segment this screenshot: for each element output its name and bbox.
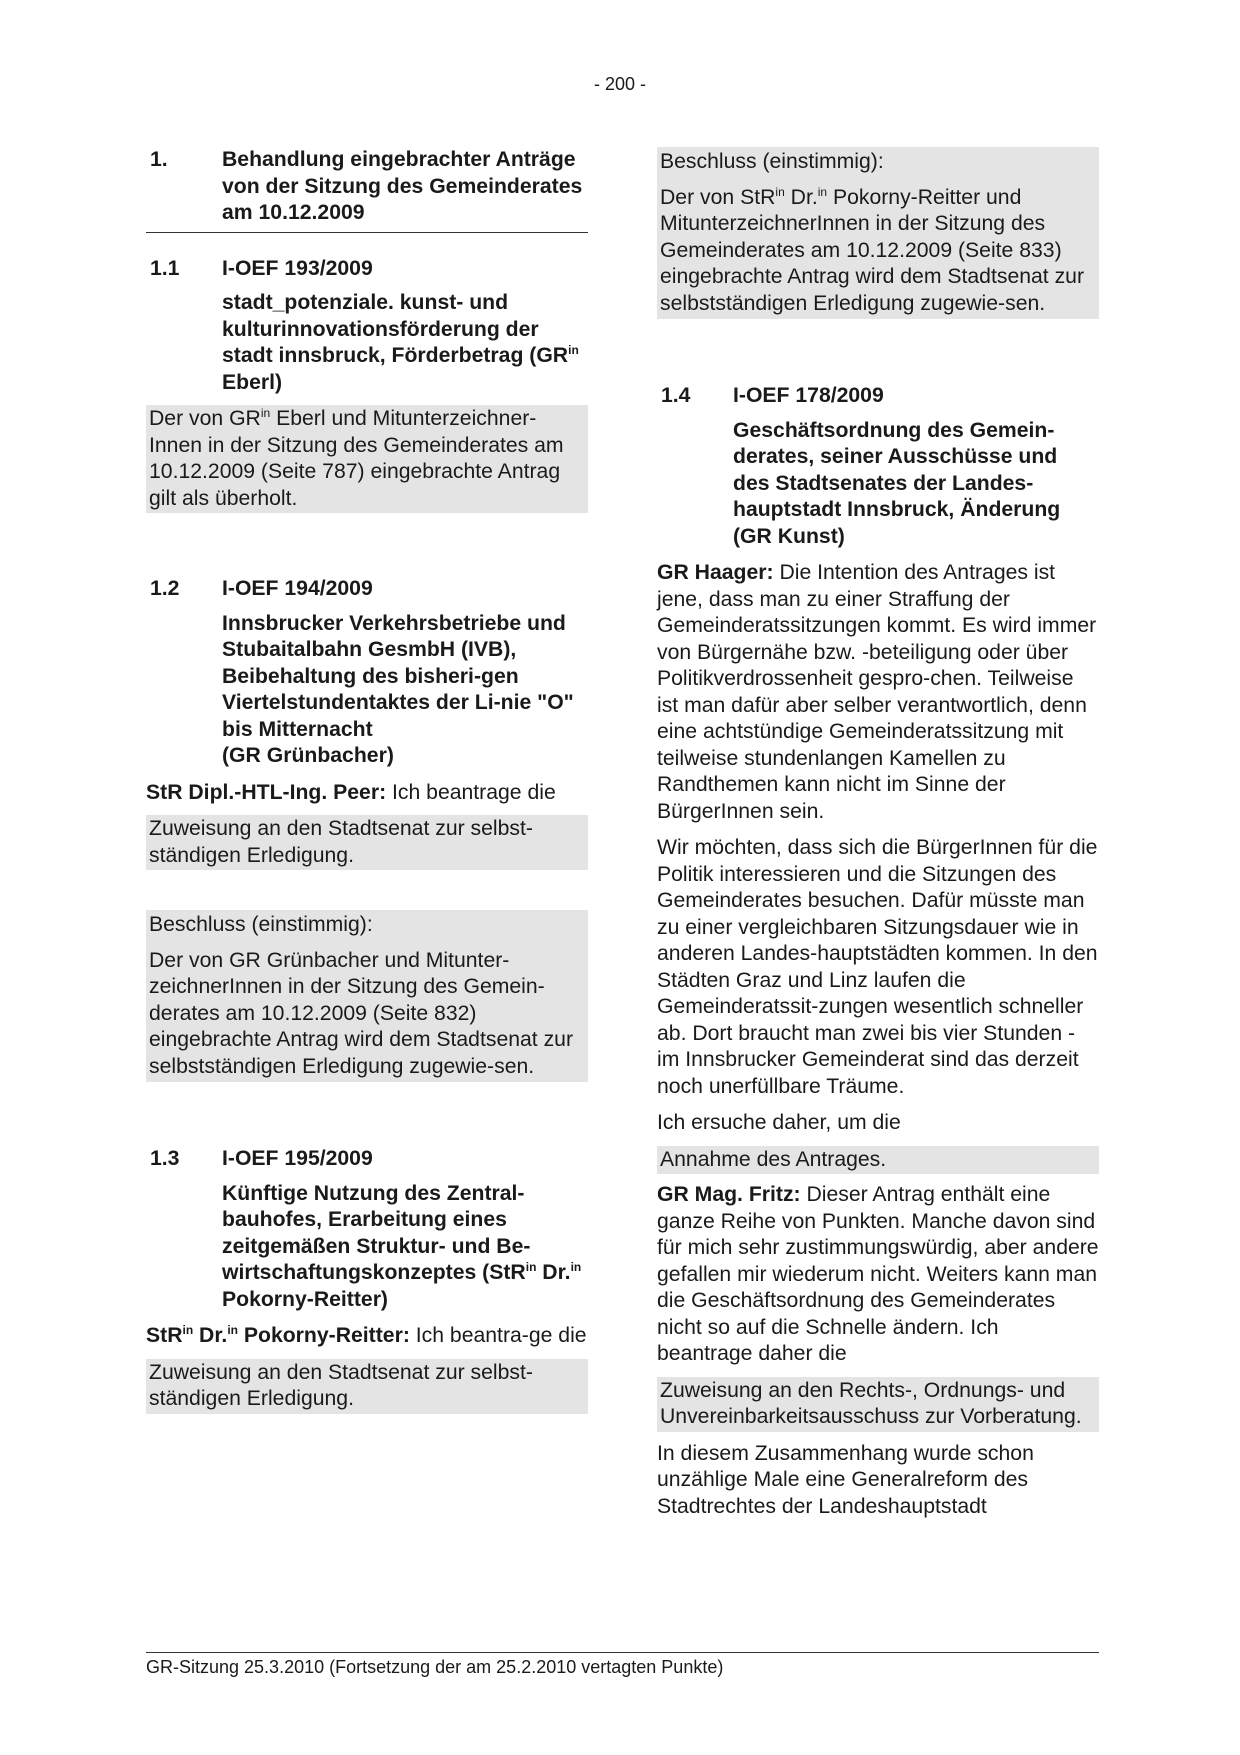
- speaker-name: StR$^{in}$ Dr.$^{in}$ Pokorny-Reitter:: [146, 1322, 410, 1347]
- item-1-4-code: 1.4 I-OEF 178/2009: [657, 383, 1099, 410]
- speaker-name: GR Mag. Fritz:: [657, 1183, 801, 1206]
- item-1-2-speech: StR Dipl.-HTL-Ing. Peer: Ich beantrage die: [146, 780, 556, 804]
- item-1-4-subject: Geschäftsordnung des Gemein-derates, seiner Ausschüsse und des Stadtsenates der Landes-hauptstadt Innsbruck, Änderung (GR Kunst): [733, 418, 1061, 548]
- item-1-4-speech-haager: GR Haager: Die Intention des Antrages ist jene, dass man zu einer Straffung der Gemeinderatssitzungen kommt. Es wird immer von Bürgernähe bzw. -beteiligung oder über Politikverdrossenheit gespro-chen. Teilweise ist man dafür aber selber verantwortlich, denn eine achtstündige Gemeinderatssitzung mit teilweise stundenlangen Kamellen zu Randthemen kann nicht im Sinne der BürgerInnen sein.: [657, 561, 1097, 823]
- item-1-3-resolution: [657, 147, 1099, 319]
- item-1-4-speech-haager-3: Ich ersuche daher, um die: [657, 1111, 901, 1134]
- item-1-4-number: 1.4: [661, 384, 691, 407]
- item-1-1-number: 1.1: [150, 256, 180, 280]
- item-1-4-motion-adopt: Annahme des Antrages.: [657, 1146, 1099, 1175]
- section-1-title: Behandlung eingebrachter Anträge von der Sitzung des Gemeinderates am 10.12.2009: [222, 148, 583, 224]
- item-1-2-resolution: [146, 910, 588, 1082]
- item-1-3-speech: StR$^{in}$ Dr.$^{in}$ Pokorny-Reitter: Ich beantra-ge die: [146, 1322, 587, 1347]
- resolution-label: Beschluss (einstimmig):: [660, 150, 884, 173]
- item-1-2-code: 1.2 I-OEF 194/2009: [146, 576, 588, 603]
- item-1-2-subject: Innsbrucker Verkehrsbetriebe und Stubaitalbahn GesmbH (IVB), Beibehaltung des bisheri-gen Viertelstundentaktes der Li-nie "O" bis Mitternacht (GR Grünbacher): [222, 611, 574, 767]
- page-number: - 200 -: [593, 74, 647, 94]
- section-1-heading: [146, 147, 588, 233]
- right-column: [657, 147, 1099, 1520]
- item-1-4-speech-haager-2: Wir möchten, dass sich die BürgerInnen für die Politik interessieren und die Sitzungen des Gemeinderates besuchen. Dafür müsste man zu einer vergleichbaren Sitzungsdauer wie in anderen Landes-hauptstädten kommen. In den Städten Graz und Linz laufen die Gemeinderatssit-zungen wesentlich schneller ab. Dort braucht man zwei bis vier Stunden - im Innsbrucker Gemeinderat sind das derzeit noch unerfüllbare Träume.: [657, 836, 1098, 1098]
- speaker-name: GR Haager:: [657, 561, 774, 584]
- item-1-2-motion: Zuweisung an den Stadtsenat zur selbst-ständigen Erledigung.: [146, 815, 588, 870]
- item-1-4-speech-fritz: GR Mag. Fritz: Dieser Antrag enthält eine ganze Reihe von Punkten. Manche davon sind für mich sehr zustimmungswürdig, aber andere gefallen mir wiederum nicht. Weiters kann man die Geschäftsordnung des Gemeinderates nicht so auf die Schnelle ändern. Ich beantrage daher die: [657, 1183, 1099, 1365]
- speaker-name: StR Dipl.-HTL-Ing. Peer:: [146, 780, 387, 804]
- item-1-3-motion: Zuweisung an den Stadtsenat zur selbst-ständigen Erledigung.: [146, 1359, 588, 1414]
- item-1-4-speech-fritz-2: In diesem Zusammenhang wurde schon unzählige Male eine Generalreform des Stadtrechtes der Landeshauptstadt: [657, 1441, 1034, 1518]
- resolution-label: Beschluss (einstimmig):: [149, 913, 373, 936]
- item-1-4-motion-refer: Zuweisung an den Rechts-, Ordnungs- und Unvereinbarkeitsausschuss zur Vorberatung.: [657, 1377, 1099, 1432]
- page-footer: GR-Sitzung 25.3.2010 (Fortsetzung der am 25.2.2010 vertagten Punkte): [146, 1652, 1099, 1678]
- section-1-number: 1.: [150, 148, 168, 171]
- item-1-3-number: 1.3: [150, 1147, 180, 1170]
- item-1-1-code: 1.1 I-OEF 193/2009: [146, 256, 588, 283]
- item-1-1-resolution: Der von $GR^{in}$ Eberl und Mitunterzeichner-Innen in der Sitzung des Gemeinderates am 10.12.2009 (Seite 787) eingebrachte Antrag gilt als überholt.: [146, 405, 588, 513]
- item-1-1-subject: stadt_potenziale. kunst- und kulturinnovationsförderung der stadt innsbruck, Förderbetrag ($GR^{in}$ Eberl): [222, 291, 579, 394]
- left-column: [146, 147, 588, 1414]
- resolution-text: Der von GR Grünbacher und Mitunter-zeichnerInnen in der Sitzung des Gemein-derates am 10.12.2009 (Seite 832) eingebrachte Antrag wird dem Stadtsenat zur selbstständigen Erledigung zugewie-sen.: [149, 948, 573, 1078]
- item-1-3-code: 1.3 I-OEF 195/2009: [146, 1146, 588, 1173]
- resolution-text: Der von StR$^{in}$ Dr.$^{in}$ Pokorny-Reitter und MitunterzeichnerInnen in der Sitzung des Gemeinderates am 10.12.2009 (Seite 833) eingebrachte Antrag wird dem Stadtsenat zur selbstständigen Erledigung zugewie-sen.: [660, 184, 1084, 315]
- item-1-3-subject: Künftige Nutzung des Zentral-bauhofes, Erarbeitung eines zeitgemäßen Struktur- und Be-wirtschaftungskonzeptes (StR$^{in}$ Dr.$^{in}$ Pokorny-Reitter): [222, 1181, 582, 1311]
- item-1-2-number: 1.2: [150, 577, 180, 600]
